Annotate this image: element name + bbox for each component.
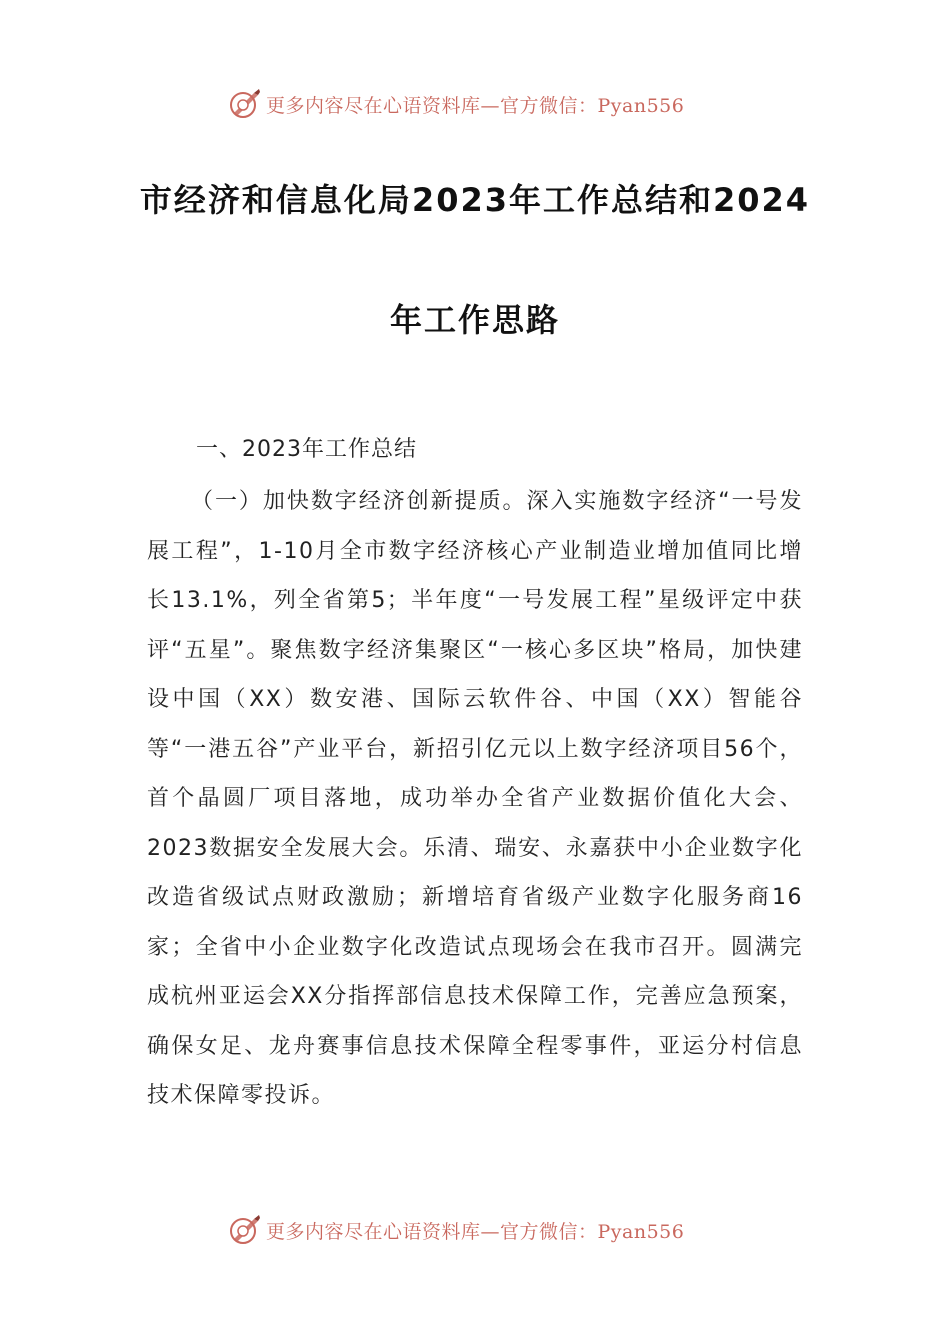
watermark-banner-top <box>0 84 950 124</box>
pen-logo-icon <box>228 1213 262 1247</box>
section-heading: 一、2023年工作总结 <box>196 437 417 462</box>
watermark-text: 更多内容尽在心语资料库—官方微信：Pyan556 <box>266 94 685 117</box>
body-paragraph: （一）加快数字经济创新提质。深入实施数字经济“一号发展工程”，1-10月全市数字经济核心产业制造业增加值同比增长13.1%，列全省第5；半年度“一号发展工程”星级评定中获评“五星”。聚焦数字经济集聚区“一核心多区块”格局，加快建设中国（XX）数安港、国际云软件谷、中国（XX）智能谷等“一港五谷”产业平台，新招引亿元以上数字经济项目56个，首个晶圆厂项目落地，成功举办全省产业数据价值化大会、2023数据安全发展大会。乐清、瑞安、永嘉获中小企业数字化改造省级试点财政激励；新增培育省级产业数字化服务商16家；全省中小企业数字化改造试点现场会在我市召开。圆满完成杭州亚运会XX分指挥部信息技术保障工作，完善应急预案，确保女足、龙舟赛事信息技术保障全程零事件，亚运分村信息技术保障零投诉。 <box>147 489 803 1108</box>
watermark-text: 更多内容尽在心语资料库—官方微信：Pyan556 <box>266 1220 685 1243</box>
pen-logo-icon <box>228 87 262 121</box>
watermark-banner-bottom <box>0 1210 950 1250</box>
document-title-line-1: 市经济和信息化局2023年工作总结和2024 <box>139 181 811 219</box>
document-title-line-2: 年工作思路 <box>389 301 560 339</box>
